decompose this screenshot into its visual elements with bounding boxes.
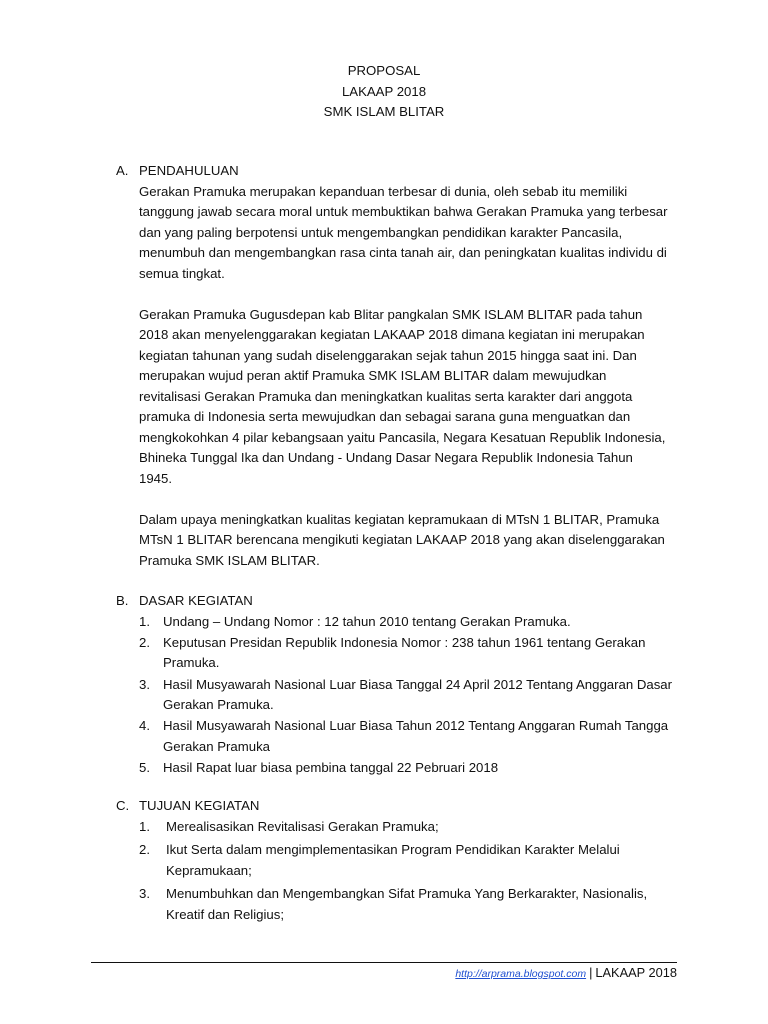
title-proposal: PROPOSAL xyxy=(347,63,421,78)
paragraph: Gerakan Pramuka merupakan kepanduan terbesar di dunia, oleh sebab itu memiliki tanggung jawab secara moral untuk membuktikan bahwa Gerakan Pramuka yang terbesar dan yang paling berpotensi untuk mengembangkan pendidikan karakter Pancasila, menumbuh dan mengembangkan rasa cinta tanah air, dan peningkatan kualitas individu di semua tingkat. xyxy=(139,183,668,281)
list-item xyxy=(116,612,676,633)
list-item xyxy=(116,675,676,716)
list-number: 5. xyxy=(139,760,150,776)
section-letter: A. xyxy=(116,163,129,178)
section-dasar-kegiatan xyxy=(116,591,676,779)
footer-link[interactable]: http://arprama.blogspot.com xyxy=(455,968,587,980)
list-number: 3. xyxy=(139,676,150,692)
list-number: 2. xyxy=(139,842,150,857)
tujuan-list xyxy=(116,817,676,926)
section-heading xyxy=(116,796,676,817)
list-number: 1. xyxy=(139,818,150,834)
list-number: 2. xyxy=(139,634,150,650)
list-text: Menumbuhkan dan Mengembangkan Sifat Pramuka Yang Berkarakter, Nasionalis, Kreatif dan Religius; xyxy=(166,886,648,922)
list-item xyxy=(116,817,676,838)
section-title: TUJUAN KEGIATAN xyxy=(139,798,260,813)
page-footer xyxy=(455,963,677,983)
paragraph: Gerakan Pramuka Gugusdepan kab Blitar pangkalan SMK ISLAM BLITAR pada tahun 2018 akan menyelenggarakan kegiatan LAKAAP 2018 dimana kegiatan ini merupakan kegiatan tahunan yang sudah diselenggarakan sejak tahun 2015 hingga saat ini. Dan merupakan wujud peran aktif Pramuka SMK ISLAM BLITAR dalam mewujudkan revitalisasi Gerakan Pramuka dan meningkatkan kualitas serta karakter dari anggota pramuka di Indonesia serta mewujudkan dan sebagai sarana guna menguatkan dan mengkokohkan 4 pilar kebangsaan yaitu Pancasila, Negara Kesatuan Republik Indonesia, Bhineka Tunggal Ika dan Undang - Undang Dasar Negara Republik Indonesia Tahun 1945. xyxy=(139,306,666,486)
list-item xyxy=(116,840,676,881)
list-item xyxy=(116,884,676,925)
list-text: Hasil Musyawarah Nasional Luar Biasa Tahun 2012 Tentang Anggaran Rumah Tangga Gerakan Pramuka xyxy=(163,718,669,754)
list-item xyxy=(116,633,676,674)
footer-separator: | xyxy=(589,965,593,980)
list-text: Keputusan Presidan Republik Indonesia Nomor : 238 tahun 1961 tentang Gerakan Pramuka. xyxy=(163,634,646,671)
list-number: 3. xyxy=(139,886,150,901)
document-title-block xyxy=(0,61,768,123)
list-number: 1. xyxy=(139,613,150,629)
list-item xyxy=(116,758,676,779)
list-text: Undang – Undang Nomor : 12 tahun 2010 tentang Gerakan Pramuka. xyxy=(163,613,571,629)
list-number: 4. xyxy=(139,718,150,734)
paragraph: Dalam upaya meningkatkan kualitas kegiatan kepramukaan di MTsN 1 BLITAR, Pramuka MTsN 1 BLITAR berencana mengikuti kegiatan LAKAAP 2018 yang akan diselenggarakan Pramuka SMK ISLAM BLITAR. xyxy=(139,511,665,568)
list-text: Hasil Rapat luar biasa pembina tanggal 22 Pebruari 2018 xyxy=(163,760,499,776)
footer-text: LAKAAP 2018 xyxy=(595,965,677,980)
dasar-list xyxy=(116,612,676,779)
title-organizer: SMK ISLAM BLITAR xyxy=(323,104,445,119)
list-item xyxy=(116,716,676,757)
section-title: PENDAHULUAN xyxy=(139,163,239,178)
title-event: LAKAAP 2018 xyxy=(341,83,427,99)
section-letter: B. xyxy=(116,593,129,608)
list-text: Merealisasikan Revitalisasi Gerakan Pramuka; xyxy=(166,818,439,834)
section-title: DASAR KEGIATAN xyxy=(139,593,253,608)
section-heading xyxy=(116,591,676,612)
section-letter: C. xyxy=(116,798,130,813)
list-text: Hasil Musyawarah Nasional Luar Biasa Tanggal 24 April 2012 Tentang Anggaran Dasar Gerakan Pramuka. xyxy=(163,676,673,713)
section-tujuan-kegiatan xyxy=(116,796,676,928)
section-pendahuluan xyxy=(116,161,676,571)
section-heading xyxy=(116,161,676,182)
list-text: Ikut Serta dalam mengimplementasikan Program Pendidikan Karakter Melalui Kepramukaan; xyxy=(166,842,620,878)
